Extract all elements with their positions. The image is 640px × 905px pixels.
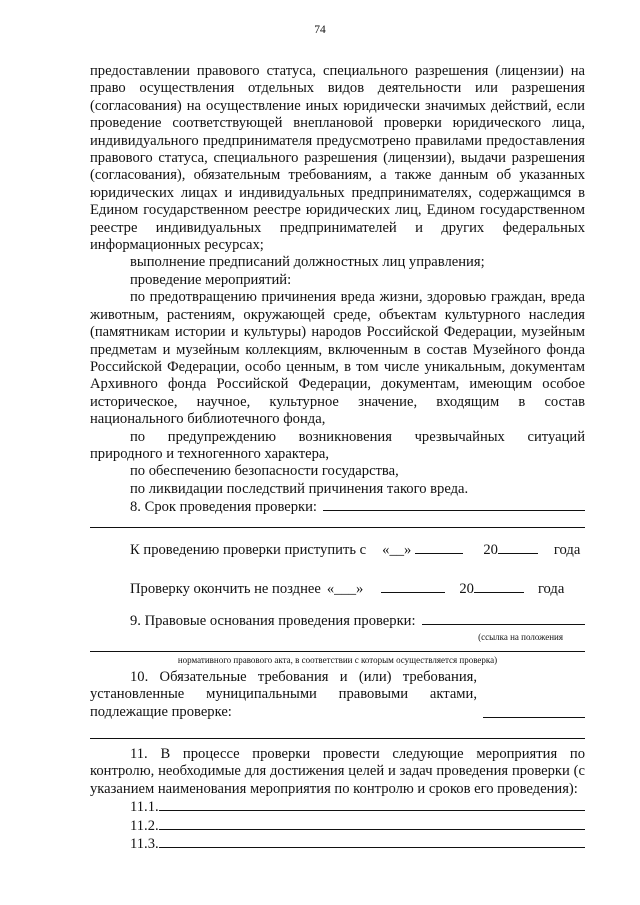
item-11-3-row: [90, 835, 585, 853]
section-9-note-1: (ссылка на положения: [478, 631, 563, 642]
item-11-1-field[interactable]: [159, 798, 585, 811]
end-month-field[interactable]: [381, 580, 445, 593]
start-date-label: К проведению проверки приступить с: [130, 541, 367, 558]
section-9-note-2: нормативного правового акта, в соответствии с которым осуществляется проверка): [177, 654, 498, 665]
section-8-label: 8. Срок проведения проверки:: [130, 499, 317, 516]
start-date-row: [90, 541, 585, 559]
item-11-1-row: [90, 798, 585, 816]
section-10-field[interactable]: [483, 705, 585, 718]
section-8-field[interactable]: [323, 498, 585, 511]
paragraph-security: по обеспечению безопасности государства,: [130, 463, 399, 480]
section-9-label: 9. Правовые основания проведения проверки:: [130, 613, 416, 630]
end-date-label: Проверку окончить не позднее: [130, 580, 321, 597]
item-11-2-field[interactable]: [159, 817, 585, 830]
start-year-suffix: года: [553, 541, 581, 558]
start-day[interactable]: «__»: [382, 541, 412, 558]
item-11-3-label: 11.3.: [130, 836, 159, 853]
section-8-row: [90, 498, 585, 516]
end-year-field[interactable]: [474, 580, 524, 593]
item-11-1-label: 11.1.: [130, 799, 159, 816]
section-9-field[interactable]: [422, 612, 585, 625]
section-11-text: 11. В процессе проверки провести следующие мероприятия по контролю, необходимые для достижения целей и задач проведения проверки (с указанием наименования мероприятия по контролю и сроков его проведения):: [90, 746, 585, 797]
item-11-2-label: 11.2.: [130, 817, 159, 834]
end-year-prefix: 20: [459, 580, 474, 597]
paragraph-orders: выполнение предписаний должностных лиц управления;: [130, 254, 485, 271]
document-body: [90, 63, 585, 853]
start-year-prefix: 20: [483, 541, 498, 558]
section-10-continuation-line[interactable]: [90, 738, 585, 739]
page-number: 74: [314, 24, 326, 36]
start-year-field[interactable]: [498, 541, 538, 554]
section-10-text: 10. Обязательные требования и (или) требования, установленные муниципальными правовыми актами, подлежащие проверке:: [90, 668, 477, 720]
item-11-2-row: [90, 817, 585, 835]
section-9-row: [90, 612, 585, 630]
section-8-continuation-line[interactable]: [90, 527, 585, 528]
paragraph-status: предоставлении правового статуса, специального разрешения (лицензии) на право осуществления отдельных видов деятельности или разрешения (согласования) на осуществление иных юридически значимых действий, если проведение соответствующей внеплановой проверки юридического лица, индивидуального предпринимателя предусмотрено правилами предоставления правового статуса, специального разрешения (лицензии), выдачи разрешения (согласования), обязательным требованиям, а также данным об указанных юридических лицах и индивидуальных предпринимателях, содержащимся в Едином государственном реестре юридических лиц, Едином государственном реестре индивидуальных предпринимателей и других федеральных информационных ресурсах;: [90, 63, 585, 254]
end-year-suffix: года: [537, 580, 565, 597]
section-9-continuation-line[interactable]: [90, 651, 585, 652]
end-date-row: [90, 580, 585, 598]
paragraph-prevent-harm: по предотвращению причинения вреда жизни, здоровью граждан, вреда животным, растениям, окружающей среде, объектам культурного наследия (памятникам истории и культуры) народов Российской Федерации, музейным предметам и музейным коллекциям, включенным в состав Музейного фонда Российской Федерации, особо ценным, в том числе уникальным, документам Архивного фонда Российской Федерации, документам, имеющим особое историческое, научное, культурное значение, входящим в состав национального библиотечного фонда,: [90, 289, 585, 428]
paragraph-emergency: по предупреждению возникновения чрезвычайных ситуаций природного и техногенного характера,: [90, 428, 585, 462]
item-11-3-field[interactable]: [159, 835, 585, 848]
start-month-field[interactable]: [415, 541, 463, 554]
section-10-block: [90, 669, 585, 721]
paragraph-liquidation: по ликвидации последствий причинения такого вреда.: [130, 480, 469, 497]
paragraph-measures: проведение мероприятий:: [130, 271, 292, 288]
end-day[interactable]: «___»: [326, 580, 364, 597]
